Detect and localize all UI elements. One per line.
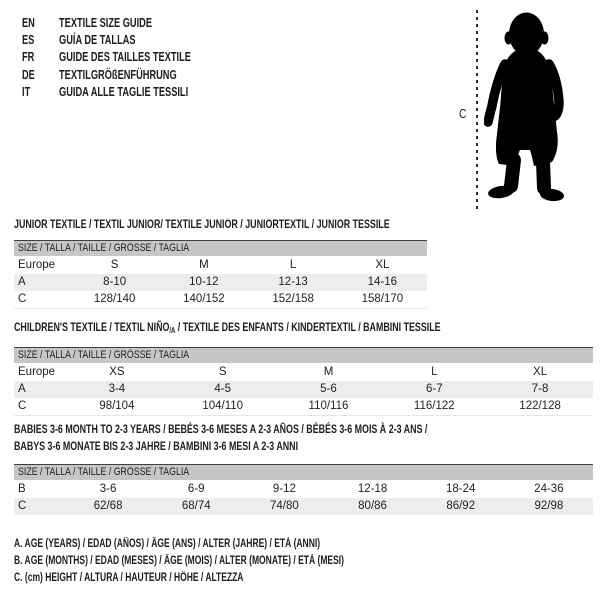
row-label-cell: B bbox=[18, 483, 26, 495]
table-row bbox=[14, 363, 593, 381]
col-header-cell: M bbox=[199, 259, 209, 271]
data-cell: 86/92 bbox=[446, 500, 476, 512]
data-cell: 3-6 bbox=[99, 483, 117, 495]
language-title: TEXTILE SIZE GUIDE bbox=[59, 15, 153, 30]
data-cell: 6-9 bbox=[187, 483, 205, 495]
size-header-label: SIZE / TALLA / TAILLE / GRÖSSE / TAGLIA bbox=[18, 349, 190, 361]
data-cell: 158/170 bbox=[361, 293, 404, 305]
children-section-title: CHILDREN'S TEXTILE / TEXTIL $NIÑO_{/A}$ / TEXTILE DES ENFANTS / KINDERTEXTIL / BAMBINI TESSILE bbox=[14, 320, 441, 335]
data-cell: 4-5 bbox=[214, 383, 231, 395]
data-cell: 14-16 bbox=[367, 276, 398, 288]
table-row bbox=[14, 480, 593, 498]
data-cell: 12-18 bbox=[357, 483, 388, 495]
size-header-bar bbox=[14, 464, 593, 480]
data-cell: 6-7 bbox=[425, 383, 443, 395]
size-header-label: SIZE / TALLA / TAILLE / GRÖSSE / TAGLIA bbox=[18, 242, 190, 254]
size-header-label: SIZE / TALLA / TAILLE / GRÖSSE / TAGLIA bbox=[18, 466, 190, 478]
col-header-cell: XS bbox=[109, 366, 125, 378]
data-cell: 68/74 bbox=[181, 500, 211, 512]
data-cell: 104/110 bbox=[202, 400, 244, 412]
junior-size-table bbox=[14, 240, 427, 309]
height-dotted-line bbox=[476, 10, 478, 212]
language-title: GUIDE DES TAILLES TEXTILE bbox=[59, 50, 191, 65]
data-cell: 18-24 bbox=[445, 483, 476, 495]
col-header-cell: Europe bbox=[18, 366, 56, 378]
data-cell: 12-13 bbox=[278, 276, 308, 288]
data-cell: 122/128 bbox=[519, 400, 561, 412]
babies-section-title: BABIES 3-6 MONTH TO 2-3 YEARS / BEBÉS 3-6 MESES A 2-3 AÑOS / BÉBÉS 3-6 MOIS À 2-3 ANS / BABYS 3-6 MONATE BIS 2-3 JAHRE / BAMBINI 3-6 MESI A 2-3 ANNI bbox=[14, 422, 428, 453]
data-cell: 5-6 bbox=[320, 383, 337, 395]
size-header-bar bbox=[14, 240, 427, 256]
language-line-it bbox=[22, 83, 237, 100]
legend-line-c: C. (cm) HEIGHT / ALTURA / HAUTEUR / HÖHE / ALTEZZA bbox=[14, 572, 244, 585]
size-header-bar bbox=[14, 347, 593, 363]
table-row bbox=[14, 291, 427, 308]
data-cell: 98/104 bbox=[99, 400, 135, 412]
col-header-cell: XL bbox=[533, 366, 548, 378]
table-row bbox=[14, 381, 593, 398]
table-row bbox=[14, 498, 593, 515]
data-cell: 80/86 bbox=[358, 500, 387, 512]
data-cell: 74/80 bbox=[270, 500, 299, 512]
language-line-fr bbox=[22, 49, 237, 66]
measurement-legend bbox=[14, 536, 460, 588]
data-cell: 10-12 bbox=[189, 276, 219, 288]
row-label-cell: C bbox=[18, 500, 27, 512]
col-header-cell: S bbox=[218, 366, 227, 378]
data-cell: 116/122 bbox=[413, 400, 455, 412]
language-code: IT bbox=[22, 84, 31, 99]
col-header-cell: Europe bbox=[18, 259, 56, 271]
height-measure-label: C bbox=[459, 106, 467, 121]
col-header-cell: XL bbox=[375, 259, 390, 271]
col-header-cell: S bbox=[110, 259, 119, 271]
row-label-cell: C bbox=[18, 400, 27, 412]
babies-size-table bbox=[14, 464, 593, 515]
language-code: ES bbox=[22, 32, 35, 47]
data-cell: 7-8 bbox=[531, 383, 549, 395]
table-row bbox=[14, 256, 427, 274]
language-title: GUIDA ALLE TAGLIE TESSILI bbox=[59, 84, 189, 99]
legend-line-a: A. AGE (YEARS) / EDAD (AÑOS) / ÂGE (ANS) / ALTER (JAHRE) / ETÀ (ANNI) bbox=[14, 538, 321, 550]
data-cell: 8-10 bbox=[103, 276, 127, 288]
language-code: DE bbox=[22, 67, 35, 82]
children-size-table bbox=[14, 347, 593, 416]
col-header-cell: L bbox=[289, 259, 297, 271]
data-cell: 92/98 bbox=[534, 500, 564, 512]
col-header-cell: M bbox=[323, 366, 334, 378]
data-cell: 9-12 bbox=[272, 483, 296, 495]
language-line-en bbox=[22, 14, 237, 31]
language-code: EN bbox=[22, 15, 35, 30]
data-cell: 3-4 bbox=[108, 383, 126, 395]
data-cell: 62/68 bbox=[93, 500, 123, 512]
language-line-es bbox=[22, 31, 237, 48]
row-label-cell: A bbox=[18, 383, 26, 395]
row-label-cell: C bbox=[18, 293, 27, 305]
toddler-silhouette-image bbox=[484, 10, 570, 202]
table-row bbox=[14, 274, 427, 291]
row-label-cell: A bbox=[18, 276, 26, 288]
legend-line-b: B. AGE (MONTHS) / EDAD (MESES) / ÂGE (MOIS) / ALTER (MONATE) / ETÀ (MESI) bbox=[14, 555, 344, 568]
col-header-cell: L bbox=[431, 366, 438, 378]
language-title-list bbox=[22, 14, 237, 100]
language-title: TEXTILGRÖßENFÜHRUNG bbox=[59, 67, 177, 82]
table-row bbox=[14, 398, 593, 415]
language-title: GUÍA DE TALLAS bbox=[59, 32, 136, 47]
data-cell: 110/116 bbox=[308, 400, 349, 412]
data-cell: 24-36 bbox=[534, 483, 564, 495]
language-code: FR bbox=[22, 50, 35, 65]
language-line-de bbox=[22, 66, 237, 83]
data-cell: 140/152 bbox=[183, 293, 225, 305]
data-cell: 128/140 bbox=[93, 293, 136, 305]
junior-section-title: JUNIOR TEXTILE / TEXTIL JUNIOR/ TEXTILE JUNIOR / JUNIORTEXTIL / JUNIOR TESSILE bbox=[14, 217, 390, 231]
data-cell: 152/158 bbox=[272, 293, 314, 305]
